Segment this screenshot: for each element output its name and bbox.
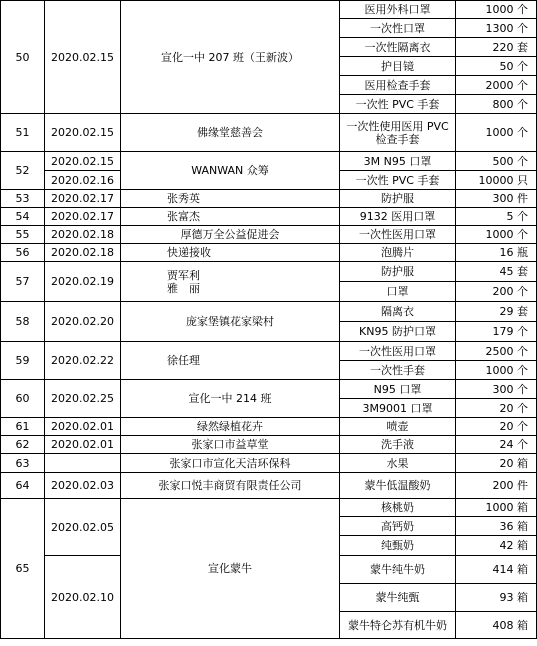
item-quantity: 300 件 <box>456 190 537 208</box>
donor-name: 庞家堡镇花家梁村 <box>121 302 340 342</box>
item-name: 一次性 PVC 手套 <box>340 171 456 190</box>
item-quantity: 20 箱 <box>456 454 537 473</box>
donor-name: 徐任理 <box>121 342 340 380</box>
donation-date: 2020.02.15 <box>45 1 121 114</box>
row-number: 64 <box>1 473 45 499</box>
item-quantity: 20 个 <box>456 399 537 418</box>
item-quantity: 10000 只 <box>456 171 537 190</box>
item-name: 洗手液 <box>340 436 456 454</box>
donor-name-line: 雅 丽 <box>167 281 200 295</box>
item-quantity: 1000 箱 <box>456 499 537 517</box>
row-number: 63 <box>1 454 45 473</box>
donation-date: 2020.02.15 <box>45 114 121 152</box>
item-quantity: 800 个 <box>456 95 537 114</box>
item-quantity: 45 套 <box>456 262 537 282</box>
row-number: 55 <box>1 226 45 244</box>
row-number: 50 <box>1 1 45 114</box>
item-quantity: 500 个 <box>456 152 537 171</box>
table-row <box>1 244 537 262</box>
item-quantity: 414 箱 <box>456 556 537 584</box>
item-quantity: 16 瓶 <box>456 244 537 262</box>
item-name: 护目镜 <box>340 57 456 76</box>
donation-date: 2020.02.03 <box>45 473 121 499</box>
item-name: 防护服 <box>340 190 456 208</box>
row-number: 62 <box>1 436 45 454</box>
item-name: 蒙牛纯甄 <box>340 584 456 612</box>
table-row <box>1 418 537 436</box>
row-number: 65 <box>1 499 45 639</box>
donor-name: 张家口市益草堂 <box>121 436 340 454</box>
donation-date: 2020.02.18 <box>45 244 121 262</box>
donor-name-line: 贾军利 <box>167 268 200 282</box>
table-row <box>1 454 537 473</box>
item-name: 蒙牛低温酸奶 <box>340 473 456 499</box>
donor-name: 厚德万全公益促进会 <box>121 226 340 244</box>
donor-name: 宣化一中 207 班（王新波） <box>121 1 340 114</box>
row-number: 61 <box>1 418 45 436</box>
table-row <box>1 473 537 499</box>
donor-name: 张秀英 <box>121 190 340 208</box>
row-number: 54 <box>1 208 45 226</box>
item-quantity: 179 个 <box>456 322 537 342</box>
item-quantity: 36 箱 <box>456 517 537 536</box>
donation-date: 2020.02.16 <box>45 171 121 190</box>
item-name: 医用外科口罩 <box>340 1 456 19</box>
item-quantity: 408 箱 <box>456 612 537 639</box>
item-quantity: 300 个 <box>456 380 537 399</box>
item-quantity: 2500 个 <box>456 342 537 361</box>
item-name: 3M9001 口罩 <box>340 399 456 418</box>
item-quantity: 1000 个 <box>456 114 537 152</box>
donation-date <box>45 454 121 473</box>
table-row <box>1 499 537 517</box>
item-quantity: 200 个 <box>456 282 537 302</box>
item-name: 核桃奶 <box>340 499 456 517</box>
item-quantity: 2000 个 <box>456 76 537 95</box>
item-name: 防护服 <box>340 262 456 282</box>
donor-name: 绿然绿植花卉 <box>121 418 340 436</box>
item-name: KN95 防护口罩 <box>340 322 456 342</box>
table-row <box>1 342 537 361</box>
donation-date: 2020.02.18 <box>45 226 121 244</box>
item-name: 纯甄奶 <box>340 536 456 556</box>
donor-name: 张富杰 <box>121 208 340 226</box>
item-name: 一次性医用口罩 <box>340 342 456 361</box>
item-name: 高钙奶 <box>340 517 456 536</box>
donor-name: 快递接收 <box>121 244 340 262</box>
item-name: N95 口罩 <box>340 380 456 399</box>
donor-name: 宣化一中 214 班 <box>121 380 340 418</box>
item-quantity: 1000 个 <box>456 361 537 380</box>
table-row <box>1 380 537 399</box>
donation-date: 2020.02.17 <box>45 208 121 226</box>
item-name: 一次性医用口罩 <box>340 226 456 244</box>
row-number: 58 <box>1 302 45 342</box>
item-name: 口罩 <box>340 282 456 302</box>
table-row <box>1 152 537 171</box>
donation-date: 2020.02.19 <box>45 262 121 302</box>
item-name: 一次性 PVC 手套 <box>340 95 456 114</box>
table-row <box>1 190 537 208</box>
table-row <box>1 1 537 19</box>
item-quantity: 50 个 <box>456 57 537 76</box>
table-row <box>1 114 537 152</box>
row-number: 51 <box>1 114 45 152</box>
donor-name: 张家口市宣化天洁环保科 <box>121 454 340 473</box>
item-name: 9132 医用口罩 <box>340 208 456 226</box>
item-name: 喷壶 <box>340 418 456 436</box>
row-number: 56 <box>1 244 45 262</box>
row-number: 53 <box>1 190 45 208</box>
table-row <box>1 226 537 244</box>
item-name: 医用检查手套 <box>340 76 456 95</box>
item-quantity: 1000 个 <box>456 1 537 19</box>
item-quantity: 20 个 <box>456 418 537 436</box>
donation-date: 2020.02.25 <box>45 380 121 418</box>
donation-date: 2020.02.20 <box>45 302 121 342</box>
donor-name: 宣化蒙牛 <box>121 499 340 639</box>
item-quantity: 42 箱 <box>456 536 537 556</box>
item-quantity: 93 箱 <box>456 584 537 612</box>
donation-date: 2020.02.17 <box>45 190 121 208</box>
donation-date: 2020.02.10 <box>45 556 121 639</box>
row-number: 57 <box>1 262 45 302</box>
donation-date: 2020.02.15 <box>45 152 121 171</box>
donation-date: 2020.02.22 <box>45 342 121 380</box>
donor-name <box>121 262 340 302</box>
row-number: 60 <box>1 380 45 418</box>
item-quantity: 24 个 <box>456 436 537 454</box>
table-row <box>1 436 537 454</box>
donor-name: WANWAN 众筹 <box>121 152 340 190</box>
table-row <box>1 262 537 282</box>
donor-name: 张家口悦丰商贸有限责任公司 <box>121 473 340 499</box>
item-name: 一次性使用医用 PVC 检查手套 <box>340 114 456 152</box>
table-row <box>1 302 537 322</box>
donation-date: 2020.02.05 <box>45 499 121 556</box>
row-number: 52 <box>1 152 45 190</box>
item-name: 一次性手套 <box>340 361 456 380</box>
donation-date: 2020.02.01 <box>45 436 121 454</box>
item-name: 水果 <box>340 454 456 473</box>
item-name: 3M N95 口罩 <box>340 152 456 171</box>
item-name: 蒙牛特仑苏有机牛奶 <box>340 612 456 639</box>
item-name: 隔离衣 <box>340 302 456 322</box>
item-name: 蒙牛纯牛奶 <box>340 556 456 584</box>
item-name: 一次性口罩 <box>340 19 456 38</box>
item-quantity: 220 套 <box>456 38 537 57</box>
item-quantity: 5 个 <box>456 208 537 226</box>
item-name: 一次性隔离衣 <box>340 38 456 57</box>
item-quantity: 1300 个 <box>456 19 537 38</box>
item-quantity: 29 套 <box>456 302 537 322</box>
donor-name: 佛缘堂慈善会 <box>121 114 340 152</box>
item-quantity: 1000 个 <box>456 226 537 244</box>
item-quantity: 200 件 <box>456 473 537 499</box>
item-name: 泡腾片 <box>340 244 456 262</box>
table-row <box>1 208 537 226</box>
donation-date: 2020.02.01 <box>45 418 121 436</box>
row-number: 59 <box>1 342 45 380</box>
